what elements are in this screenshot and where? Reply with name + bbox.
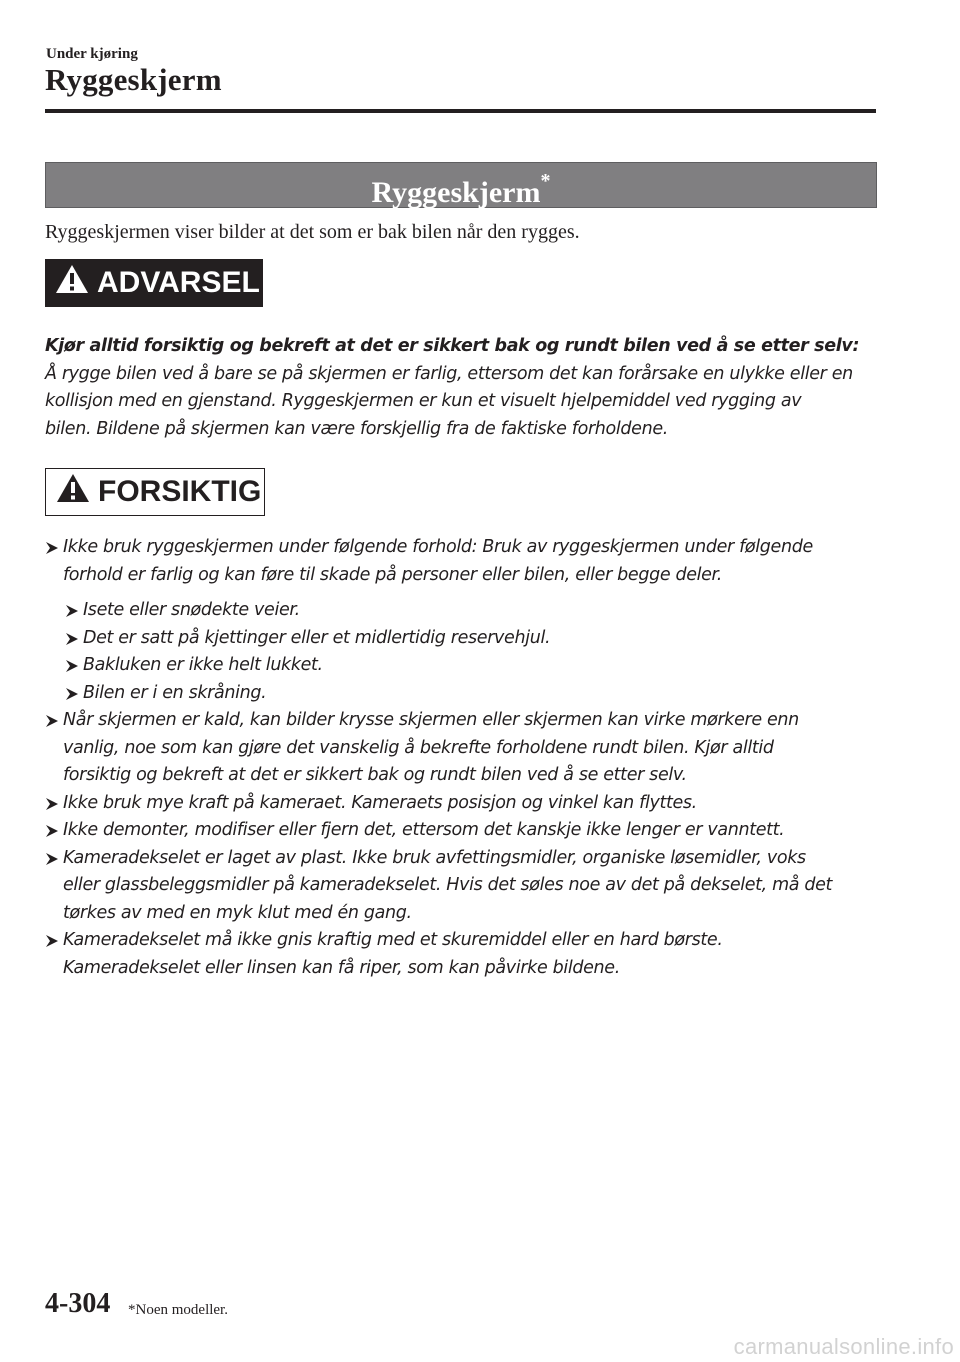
caution-subitem (65, 652, 880, 680)
caution-item (45, 534, 880, 589)
caution-line: vanlig, noe som kan gjøre det vanskelig å bekrefte forholdene rundt bilen. Kjør alltid (63, 737, 774, 758)
caution-line: Bilen er i en skråning. (83, 682, 267, 703)
warning-line: Å rygge bilen ved å bare se på skjermen er farlig, ettersom det kan forårsake en ulykke eller en (45, 363, 853, 384)
arrow-bullet-icon (45, 934, 59, 948)
banner-title: Ryggeskjerm (371, 176, 541, 209)
caution-line: tørkes av med en myk klut med én gang. (63, 902, 412, 923)
arrow-bullet-icon (45, 852, 59, 866)
caution-line: Det er satt på kjettinger eller et midlertidig reservehjul. (83, 627, 551, 648)
caution-subitem (65, 625, 880, 653)
arrow-bullet-icon (45, 541, 59, 555)
caution-line: Kameradekselet eller linsen kan få riper, som kan påvirke bildene. (63, 957, 620, 978)
warning-triangle-icon (55, 264, 89, 302)
caution-line: forsiktig og bekreft at det er sikkert bak og rundt bilen ved å se etter selv. (63, 765, 687, 785)
caution-body (45, 534, 880, 982)
caution-triangle-icon (56, 473, 90, 511)
arrow-bullet-icon (45, 714, 59, 728)
caution-line: Kameradekselet er laget av plast. Ikke bruk avfettingsmidler, organiske løsemidler, voks (63, 847, 806, 868)
caution-subitem (65, 597, 880, 625)
caution-line: Ikke bruk ryggeskjermen under følgende forhold: Bruk av ryggeskjermen under følgende (63, 537, 813, 557)
caution-item (45, 817, 880, 845)
arrow-bullet-icon (45, 797, 59, 811)
section-label: Under kjøring (46, 46, 138, 62)
warning-label-text: ADVARSEL (97, 266, 260, 299)
watermark: carmanualsonline.info (733, 1334, 954, 1359)
arrow-bullet-icon (65, 687, 79, 701)
warning-heading: Kjør alltid forsiktig og bekreft at det er sikkert bak og rundt bilen ved å se etter selv: (45, 336, 860, 356)
caution-subitem (65, 680, 880, 708)
caution-line: eller glassbeleggsmidler på kameradekselet. Hvis det søles noe av det på dekselet, må det (63, 875, 833, 895)
banner-asterisk: * (540, 170, 551, 192)
page-title: Ryggeskjerm (45, 62, 222, 97)
arrow-bullet-icon (65, 659, 79, 673)
spacer (45, 589, 880, 597)
footnote: *Noen modeller. (128, 1302, 228, 1318)
arrow-bullet-icon (45, 824, 59, 838)
caution-line: Ikke demonter, modifiser eller fjern det, ettersom det kanskje ikke lenger er vanntett. (63, 820, 785, 840)
caution-item (45, 790, 880, 818)
arrow-bullet-icon (65, 632, 79, 646)
title-rule (45, 109, 876, 113)
caution-item (45, 845, 880, 928)
caution-line: forhold er farlig og kan føre til skade på personer eller bilen, eller begge deler. (63, 564, 723, 585)
page-number: 4-304 (45, 1288, 111, 1319)
caution-line: Isete eller snødekte veier. (83, 600, 300, 620)
caution-line: Kameradekselet må ikke gnis kraftig med et skuremiddel eller en hard børste. (63, 930, 723, 950)
warning-body (45, 333, 880, 443)
warning-label (45, 259, 263, 307)
caution-label (45, 468, 265, 516)
caution-line: Bakluken er ikke helt lukket. (83, 655, 323, 675)
caution-list (45, 534, 880, 982)
caution-line: Når skjermen er kald, kan bilder krysse skjermen eller skjermen kan virke mørkere enn (63, 710, 799, 730)
arrow-bullet-icon (65, 604, 79, 618)
warning-line: kollisjon med en gjenstand. Ryggeskjermen er kun et visuelt hjelpemiddel ved rygging av (45, 391, 802, 411)
caution-item (45, 707, 880, 790)
intro-text: Ryggeskjermen viser bilder at det som er bak bilen når den rygges. (45, 221, 580, 243)
caution-item (45, 927, 880, 982)
caution-label-text: FORSIKTIG (98, 475, 262, 508)
warning-line: bilen. Bildene på skjermen kan være forskjellig fra de faktiske forholdene. (45, 418, 668, 439)
section-banner (45, 162, 877, 208)
caution-line: Ikke bruk mye kraft på kameraet. Kameraets posisjon og vinkel kan flyttes. (63, 792, 697, 813)
